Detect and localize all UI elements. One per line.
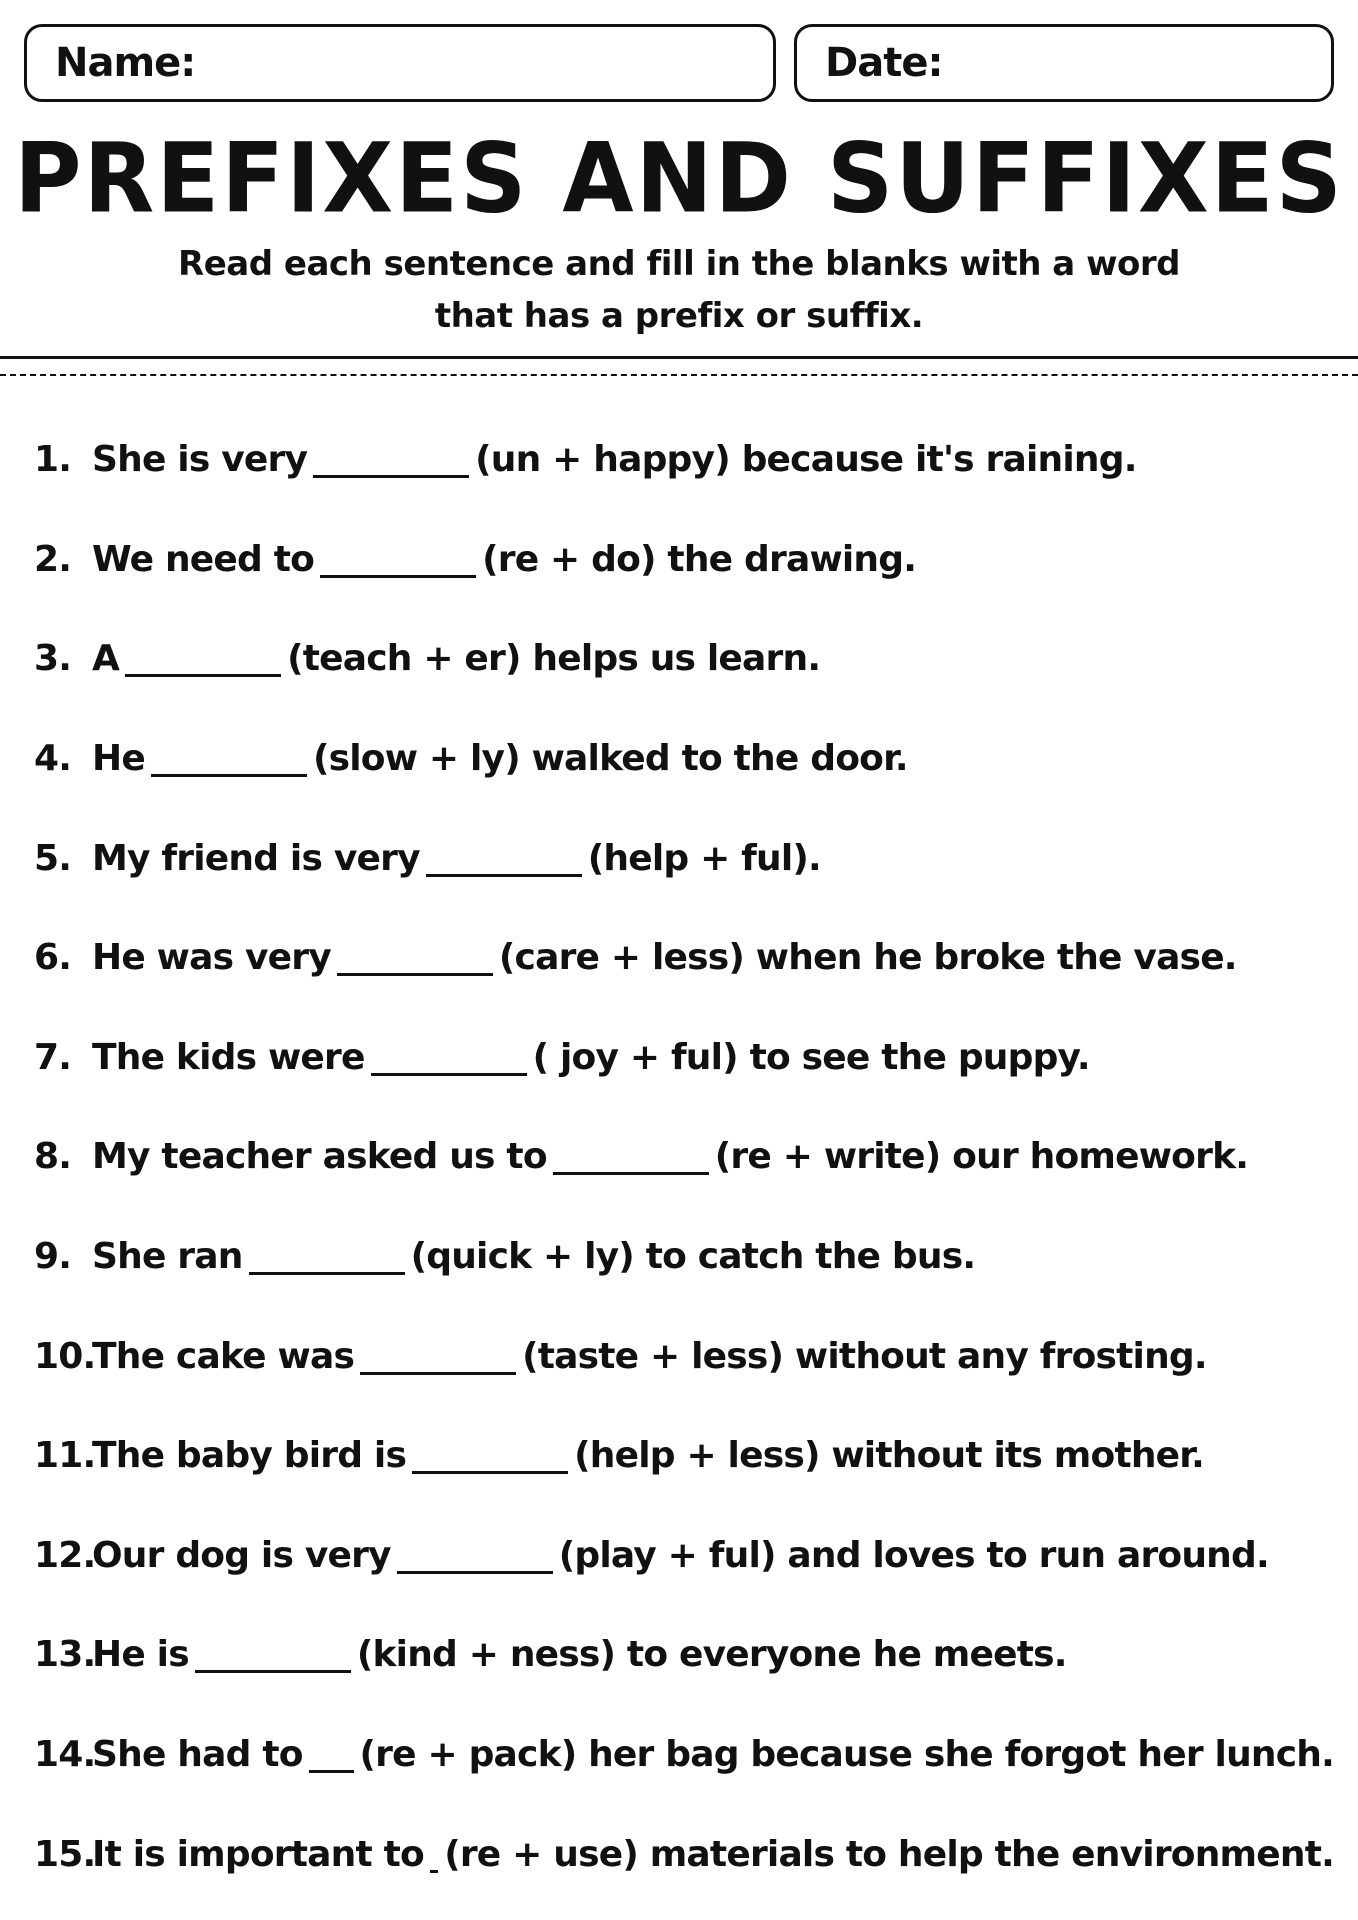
question-number: 10. — [34, 1335, 96, 1377]
question-text-after: (re + use) materials to help the environment. — [444, 1833, 1334, 1875]
question-1 — [34, 410, 1334, 510]
answer-blank[interactable] — [426, 840, 582, 877]
question-text-after: (help + ful). — [587, 837, 821, 879]
question-text-before: The cake was — [92, 1335, 355, 1377]
question-text-before: She is very — [92, 439, 308, 481]
question-text-before: The kids were — [92, 1036, 365, 1078]
question-7 — [34, 1008, 1334, 1108]
question-12 — [34, 1506, 1334, 1606]
question-9 — [34, 1207, 1334, 1307]
question-text-before: He — [92, 738, 145, 780]
question-text-before: My teacher asked us to — [92, 1136, 547, 1178]
question-number: 11. — [34, 1435, 96, 1477]
question-text-after: (kind + ness) to everyone he meets. — [356, 1634, 1067, 1676]
question-text-before: He is — [92, 1634, 189, 1676]
answer-blank[interactable] — [313, 441, 469, 478]
name-field[interactable] — [24, 24, 776, 102]
answer-blank[interactable] — [249, 1238, 405, 1275]
question-text-after: (quick + ly) to catch the bus. — [410, 1236, 976, 1278]
date-field[interactable] — [794, 24, 1334, 102]
answer-blank[interactable] — [151, 740, 307, 777]
question-text-before: She had to — [92, 1734, 303, 1776]
question-number: 5. — [34, 837, 72, 879]
page-title: PREFIXES AND SUFFIXES — [14, 122, 1344, 235]
question-11 — [34, 1406, 1334, 1506]
answer-blank[interactable] — [397, 1537, 553, 1574]
question-text-after: (un + happy) because it's raining. — [475, 439, 1137, 481]
question-text-before: She ran — [92, 1236, 243, 1278]
question-list — [34, 410, 1334, 1904]
question-number: 14. — [34, 1734, 96, 1776]
answer-blank[interactable] — [412, 1437, 568, 1474]
question-13 — [34, 1605, 1334, 1705]
answer-blank[interactable] — [360, 1338, 516, 1375]
question-number: 8. — [34, 1136, 72, 1178]
question-number: 12. — [34, 1534, 96, 1576]
name-label: Name: — [55, 40, 196, 86]
divider-dashed — [0, 374, 1358, 376]
divider-solid — [0, 356, 1358, 359]
date-label: Date: — [825, 40, 943, 86]
question-number: 13. — [34, 1634, 96, 1676]
question-text-after: (help + less) without its mother. — [574, 1435, 1204, 1477]
question-10 — [34, 1306, 1334, 1406]
question-number: 6. — [34, 937, 72, 979]
question-text-after: (slow + ly) walked to the door. — [312, 738, 908, 780]
question-number: 3. — [34, 638, 72, 680]
question-text-after: (care + less) when he broke the vase. — [498, 937, 1237, 979]
question-text-before: He was very — [92, 937, 331, 979]
question-3 — [34, 609, 1334, 709]
question-text-after: ( joy + ful) to see the puppy. — [532, 1036, 1090, 1078]
question-6 — [34, 908, 1334, 1008]
answer-blank[interactable] — [320, 541, 476, 578]
question-text-after: (re + pack) her bag because she forgot her lunch. — [359, 1734, 1334, 1776]
question-14 — [34, 1705, 1334, 1805]
question-number: 7. — [34, 1036, 72, 1078]
question-5 — [34, 808, 1334, 908]
question-15 — [34, 1804, 1334, 1904]
answer-blank[interactable] — [125, 640, 281, 677]
question-text-before: My friend is very — [92, 837, 420, 879]
instructions-line-2: that has a prefix or suffix. — [434, 296, 924, 336]
question-text-before: We need to — [92, 538, 315, 580]
question-text-before: Our dog is very — [92, 1534, 391, 1576]
answer-blank[interactable] — [371, 1039, 527, 1076]
question-text-before: It is important to — [92, 1833, 424, 1875]
question-text-after: (re + write) our homework. — [714, 1136, 1249, 1178]
answer-blank[interactable] — [430, 1836, 438, 1873]
question-text-after: (play + ful) and loves to run around. — [558, 1534, 1269, 1576]
answer-blank[interactable] — [553, 1138, 709, 1175]
question-2 — [34, 510, 1334, 610]
question-text-before: The baby bird is — [92, 1435, 407, 1477]
instructions — [0, 238, 1358, 342]
question-number: 4. — [34, 738, 72, 780]
instructions-line-1: Read each sentence and fill in the blanks with a word — [178, 244, 1180, 284]
question-number: 15. — [34, 1833, 96, 1875]
answer-blank[interactable] — [309, 1736, 354, 1773]
question-text-after: (taste + less) without any frosting. — [522, 1335, 1207, 1377]
question-text-after: (teach + er) helps us learn. — [287, 638, 821, 680]
question-8 — [34, 1107, 1334, 1207]
answer-blank[interactable] — [337, 939, 493, 976]
question-number: 2. — [34, 538, 72, 580]
question-number: 1. — [34, 439, 72, 481]
question-4 — [34, 709, 1334, 809]
question-text-before: A — [92, 638, 120, 680]
question-text-after: (re + do) the drawing. — [482, 538, 917, 580]
answer-blank[interactable] — [195, 1636, 351, 1673]
question-number: 9. — [34, 1236, 72, 1278]
